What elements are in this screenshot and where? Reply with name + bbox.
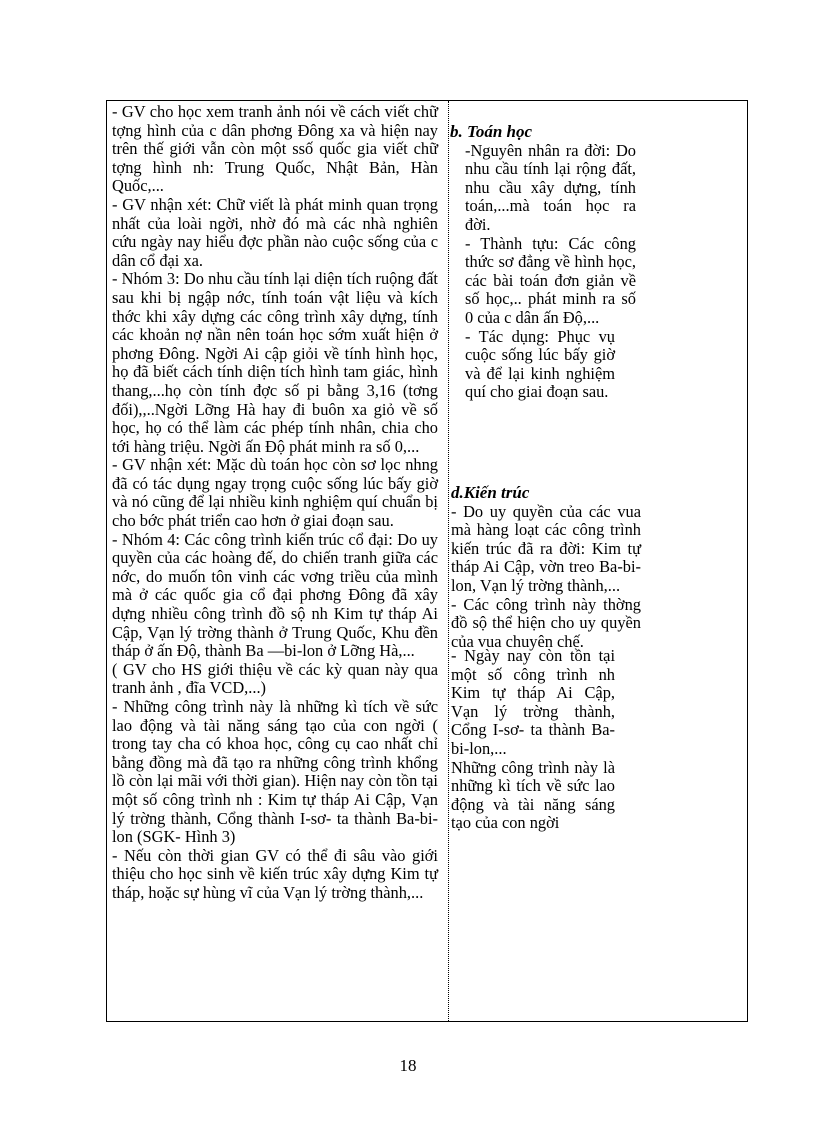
column-divider [448, 101, 449, 1021]
left-paragraph: - GV nhận xét: Mặc dù toán học còn sơ lọc nhng đã có tác dụng ngay trọng cuộc sống lúc bấy giờ và nó cũng để lại nhiều kinh nghiệm quí chuẩn bị cho bớc phát triển cao hơn ở giai đoạn sau. [112, 455, 438, 531]
math-paragraph: - Thành tựu: Các công thức sơ đẳng về hình học, các bài toán đơn giản về số học,.. phát minh ra số 0 của c dân ấn Độ,... [465, 233, 636, 327]
architecture-narrow [451, 647, 615, 833]
page-number: 18 [399, 1056, 417, 1075]
left-paragraph: - GV nhận xét: Chữ viết là phát minh quan trọng nhất của loài ngời, nhờ đó mà các nhà nghiên cứu ngày nay hiểu đợc phần nào cuộc sống của c dân cổ đại xa. [112, 194, 438, 270]
left-column [112, 103, 438, 903]
architecture-paragraph: - Do uy quyền của các vua mà hàng loạt các công trình kiến trúc đã ra đời: Kim tự tháp Ai Cập, vờn treo Ba-bi-lon, Vạn lý trờng thành,... [451, 501, 641, 595]
left-paragraph: - Nhóm 4: Các công trình kiến trúc cổ đại: Do uy quyền của các hoàng đế, do chiến tranh giữa các nớc, do muốn tôn vinh các vơng triều của mình mà ở các quốc gia cổ đại phơng Đông đã xây dựng nhiều công trình đồ sộ nh Kim tự tháp Ai Cập, Vạn lý trờng thành ở Trung Quốc, Khu đền tháp ở ấn Độ, thành Ba —bi-lon ở Lỡng Hà,... [112, 529, 438, 661]
architecture-paragraph: - Các công trình này thờng đồ sộ thể hiện cho uy quyền của vua chuyên chế. [451, 594, 641, 651]
lesson-table [106, 100, 748, 1022]
math-paragraph: - Tác dụng: Phục vụ cuộc sống lúc bấy giờ và để lại kinh nghiệm quí cho giai đoạn sau. [465, 326, 615, 402]
section-heading: b. Toán học [450, 122, 533, 141]
left-paragraph: - Nhóm 3: Do nhu cầu tính lại diện tích ruộng đất sau khi bị ngập nớc, tính toán vật liệu và kích thớc khi xây dựng các công trình xây dựng, tính các khoản nợ nần nên toán học sớm xuất hiện ở phơng Đông. Ngời Ai cập giỏi về tính hình học, họ đã biết cách tính diện tích hình tam giác, hình thang,...họ còn tính đợc số pi bằng 3,16 (tơng đối),,..Ngời Lỡng Hà hay đi buôn xa giỏ về số học, họ có thể làm các phép tính nhân, chia cho tới hàng triệu. Ngời ấn Độ phát minh ra số 0,... [112, 269, 438, 456]
architecture-paragraph: Những công trình này là những kì tích về sức lao động và tài năng sáng tạo của con ngời [451, 757, 615, 833]
math-paragraph: -Nguyên nhân ra đời: Do nhu cầu tính lại rộng đất, nhu cầu xây dựng, tính toán,...mà toán học ra đời. [465, 140, 636, 234]
architecture-paragraph: - Ngày nay còn tồn tại một số công trình nh Kim tự tháp Ai Cập, Vạn lý trờng thành, Cổng I-sơ- ta thành Ba-bi-lon,... [451, 646, 615, 758]
left-paragraph: - GV cho học xem tranh ảnh nói về cách viết chữ tợng hình của c dân phơng Đông xa và hiện nay trên thế giới vẫn còn một ssố quốc gia viết chữ tợng hình nh: Trung Quốc, Nhật Bản, Hàn Quốc,... [112, 102, 438, 196]
architecture-section [451, 484, 641, 651]
left-paragraph: ( GV cho HS giới thiệu về các kỳ quan này qua tranh ảnh , đĩa VCD,...) [112, 659, 438, 698]
math-section [451, 123, 636, 402]
left-paragraph: - Nếu còn thời gian GV có thể đi sâu vào giới thiệu cho học sinh về kiến trúc xây dựng Kim tự tháp, hoặc sự hùng vĩ của Vạn lý trờng thành,... [112, 845, 438, 902]
left-paragraph: - Những công trình này là những kì tích về sức lao động và tài năng sáng tạo của con ngời ( trong tay cha có khoa học, công cụ cao nhất chỉ bằng đồng mà đã tạo ra những công trình khổng lồ còn lại mãi với thời gian). Hiện nay còn tồn tại một số công trình nh : Kim tự tháp Ai Cập, Vạn lý trờng thành, Cổng thành I-sơ- ta thành Ba-bi-lon (SGK- Hình 3) [112, 697, 438, 847]
section-heading: d.Kiến trúc [451, 483, 530, 502]
